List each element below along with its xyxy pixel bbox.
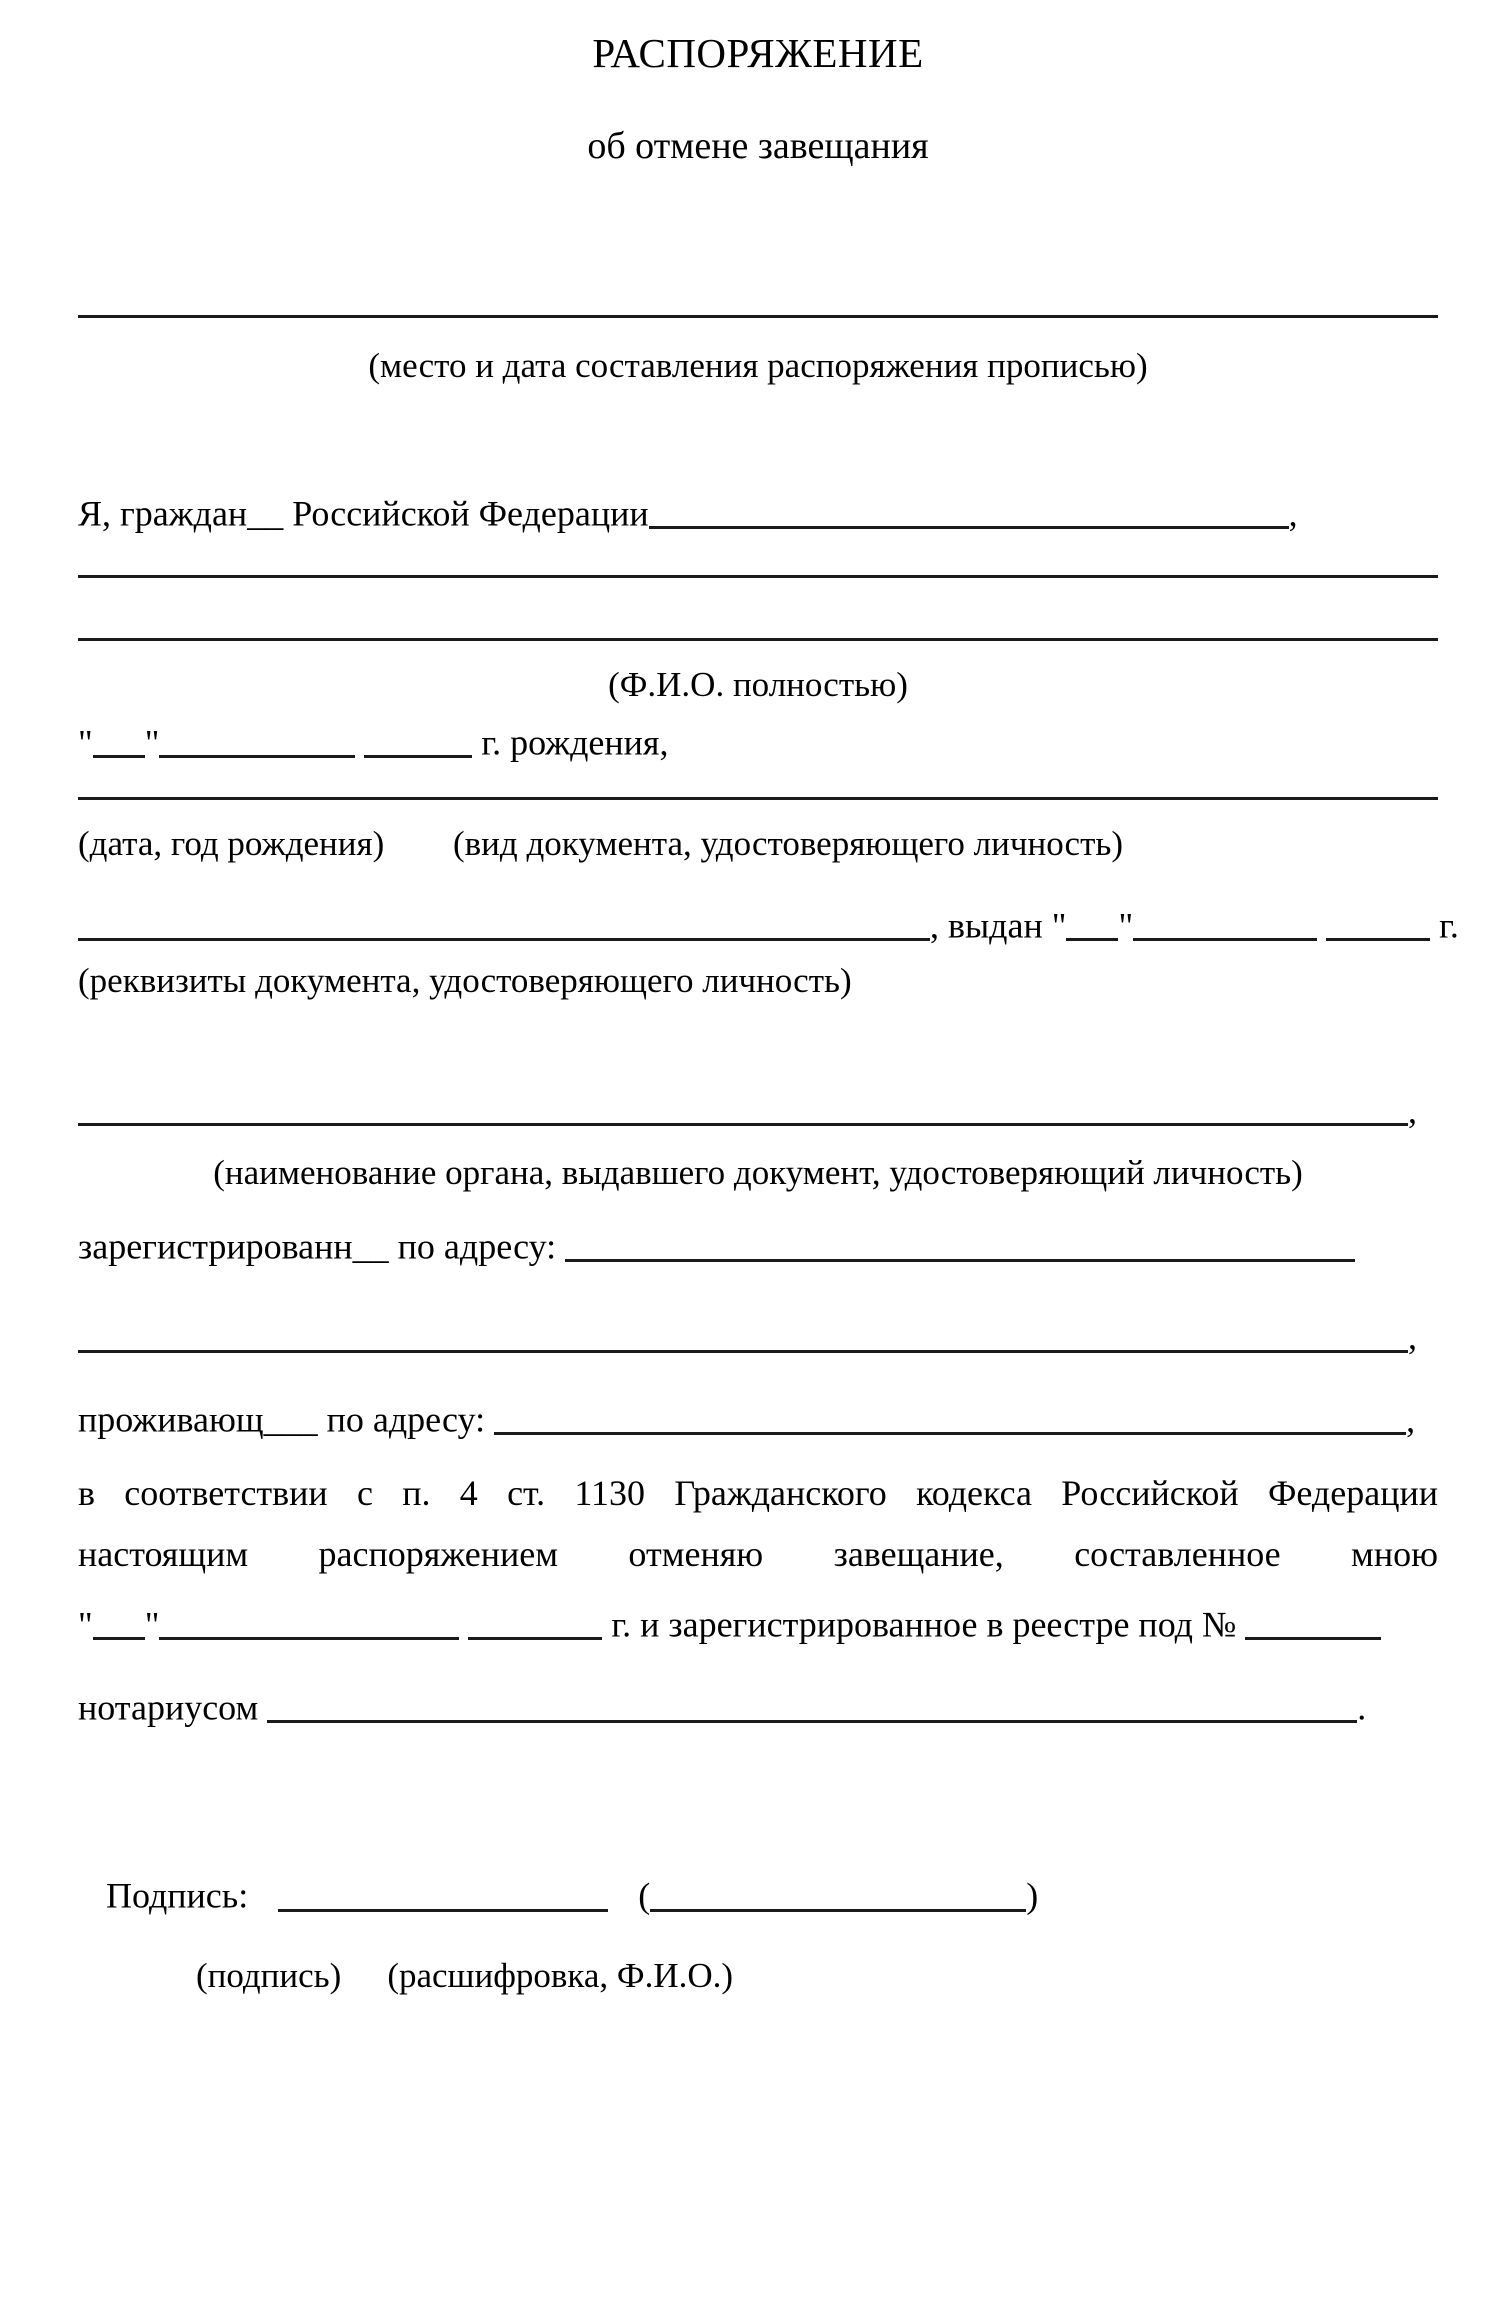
document-requisites-caption: (реквизиты документа, удостоверяющего личность) [78,961,852,1001]
citizen-name-input-line[interactable] [649,493,1289,529]
registry-year-input[interactable] [468,1604,602,1640]
notary-name-input[interactable] [267,1687,1357,1723]
residing-address-row [78,1399,1438,1438]
signature-label: Подпись: [106,1875,249,1916]
registered-address-row-2 [78,1316,1438,1355]
birth-quote-open: " [78,722,93,763]
page-title: РАСПОРЯЖЕНИЕ [592,30,924,76]
registry-quote-close: " [144,1604,160,1645]
registry-month-input[interactable] [159,1604,459,1640]
document-type-caption: (вид документа, удостоверяющего личность) [453,823,1124,863]
issuing-body-comma: , [1408,1090,1417,1131]
issued-year-suffix: г. [1439,905,1459,946]
issued-year-input[interactable] [1326,905,1430,941]
signature-paren-open: ( [638,1875,651,1916]
signature-caption: (подпись) [196,1955,342,1995]
issued-word: выдан [948,905,1043,946]
citizen-label: Я, граждан__ Российской Федерации [78,493,649,534]
birth-year-input[interactable] [364,722,472,758]
signature-row [78,1875,1438,1914]
signature-input[interactable] [278,1875,608,1911]
issuing-body-row [78,1090,1438,1129]
notary-label: нотариусом [78,1687,259,1728]
residing-comma: , [1406,1399,1416,1440]
notary-row [78,1687,1438,1726]
registered-address-input-2[interactable] [78,1316,1408,1352]
birth-month-input[interactable] [159,722,355,758]
residing-address-input[interactable] [494,1399,1406,1435]
citizen-comma: , [1288,493,1298,534]
registry-text: г. и зарегистрированное в реестре под № [611,1604,1237,1645]
birth-date-row [78,722,1438,761]
registered-comma: , [1408,1316,1417,1357]
signature-paren-close: ) [1026,1875,1039,1916]
registered-address-row [78,1226,1438,1265]
residing-address-label: проживающ___ по адресу: [78,1399,486,1440]
issued-month-input[interactable] [1133,905,1317,941]
birth-day-input[interactable] [93,722,145,758]
place-date-caption: (место и дата составления распоряжения прописью) [368,345,1148,385]
notary-period: . [1357,1687,1367,1728]
registry-quote-open: " [78,1604,93,1645]
birth-suffix: г. рождения, [481,722,669,763]
citizen-row [78,493,1438,532]
issued-comma: , [930,905,939,946]
registry-number-input[interactable] [1245,1604,1381,1640]
registered-address-label: зарегистрированн__ по адресу: [78,1226,557,1267]
registry-row [78,1604,1438,1643]
birth-quote-close: " [144,722,160,763]
birth-date-caption: (дата, год рождения) [78,823,385,863]
revocation-line: настоящим распоряжением отменяю завещание, составленное мною [78,1533,1438,1574]
issued-day-input[interactable] [1066,905,1118,941]
issued-quote-close: " [1118,905,1134,946]
issuing-body-input[interactable] [78,1090,1408,1126]
birth-doc-caption-row [78,823,1438,863]
signature-caption-row [78,1955,1438,1995]
registered-address-input[interactable] [565,1226,1355,1262]
page-subtitle: об отмене завещания [587,125,929,168]
document-requisites-input[interactable] [78,905,930,941]
issuing-body-caption: (наименование органа, выдавшего документ, удостоверяющий личность) [213,1152,1303,1192]
signature-transcript-input[interactable] [650,1875,1026,1911]
transcript-caption: (расшифровка, Ф.И.О.) [387,1955,734,1995]
issued-quote-open: " [1051,905,1067,946]
fio-caption: (Ф.И.О. полностью) [608,665,908,705]
legal-basis-line: в соответствии с п. 4 ст. 1130 Гражданского кодекса Российской Федерации [78,1473,1438,1514]
registry-day-input[interactable] [93,1604,145,1640]
document-issued-row [78,905,1459,946]
